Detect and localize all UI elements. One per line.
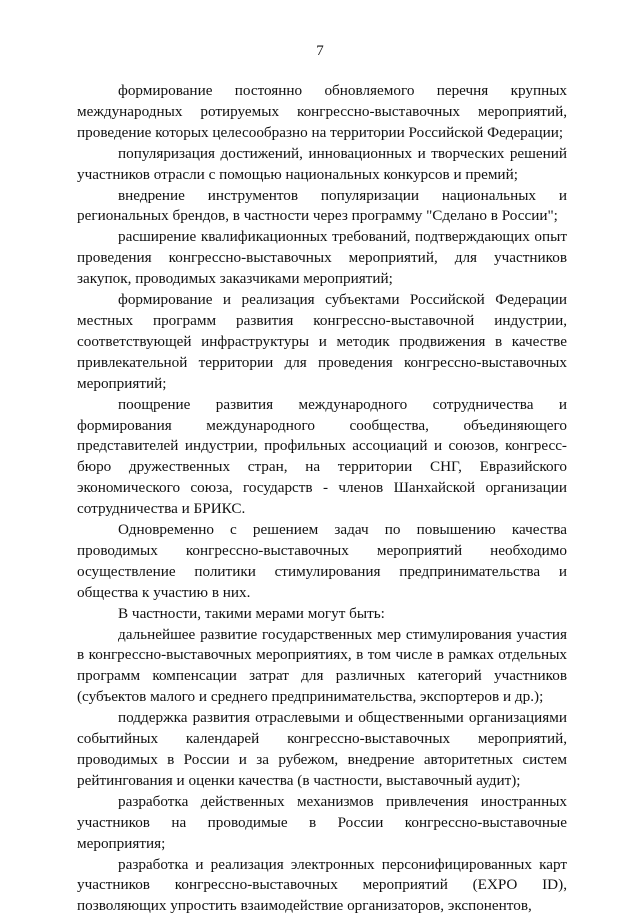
paragraph: В частности, такими мерами могут быть: <box>118 604 385 622</box>
paragraph: поощрение развития международного сотрудничества и формирования международного сообщества, объединяющего представителей индустрии, профильных ассоциаций и союзов, конгресс-бюро дружественных стран, на территории СНГ, Евразийского экономического союза, государств - членов Шанхайской организации сотрудничества и БРИКС. <box>77 395 567 518</box>
page-number: 7 <box>316 43 324 59</box>
paragraph: разработка и реализация электронных персонифицированных карт участников конгрессно-выставочных мероприятий (EXPO ID), позволяющих упростить взаимодействие организаторов, экспонентов, <box>77 855 567 915</box>
paragraph: Одновременно с решением задач по повышению качества проводимых конгрессно-выставочных мероприятий необходимо осуществление политики стимулирования предпринимательства и общества к участию в них. <box>77 521 567 601</box>
paragraph: расширение квалификационных требований, подтверждающих опыт проведения конгрессно-выставочных мероприятий, для участников закупок, проводимых заказчиками мероприятий; <box>77 228 567 288</box>
paragraph: формирование постоянно обновляемого перечня крупных международных ротируемых конгрессно-выставочных мероприятий, проведение которых целесообразно на территории Российской Федерации; <box>77 82 567 141</box>
paragraph: популяризация достижений, инновационных и творческих решений участников отрасли с помощью национальных конкурсов и премий; <box>77 144 567 183</box>
paragraph: дальнейшее развитие государственных мер стимулирования участия в конгрессно-выставочных мероприятиях, в том числе в рамках отдельных программ компенсации затрат для различных категорий участников (субъектов малого и среднего предпринимательства, экспортеров и др.); <box>77 625 567 706</box>
paragraph: формирование и реализация субъектами Российской Федерации местных программ развития конгрессно-выставочной индустрии, соответствующей инфраструктуры и методик продвижения в качестве привлекательной территории для проведения конгрессно-выставочных мероприятий; <box>77 291 567 392</box>
paragraph: поддержка развития отраслевыми и общественными организациями событийных календарей конгрессно-выставочных мероприятий, проводимых в России и за рубежом, внедрение авторитетных систем рейтингования и оценки качества (в частности, выставочный аудит); <box>77 709 567 789</box>
paragraph: внедрение инструментов популяризации национальных и региональных брендов, в частности через программу "Сделано в России"; <box>77 186 567 225</box>
body-text <box>77 81 567 917</box>
paragraph: разработка действенных механизмов привлечения иностранных участников на проводимые в России конгрессно-выставочные мероприятия; <box>77 792 567 852</box>
